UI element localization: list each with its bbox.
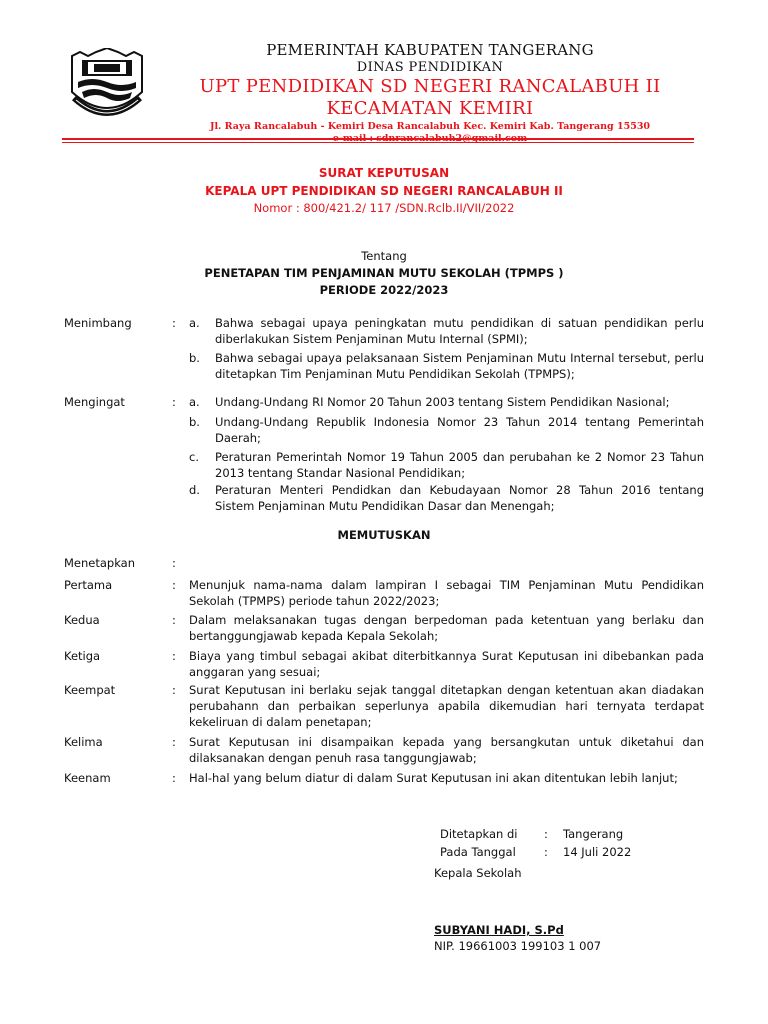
date-colon: : (544, 845, 548, 859)
keenam-text: Hal-hal yang belum diatur di dalam Surat Keputusan ini akan ditentukan lebih lanjut; (189, 771, 678, 785)
letterhead-divider-thin (62, 142, 694, 143)
keempat-text: Surat Keputusan ini berlaku sejak tanggal ditetapkan dengan ketentuan akan diadakan perubahann dan perbaikan seperlunya apabila dikemudian hari ternyata terdapat kekeliruan di dalam penetapan; (189, 683, 704, 729)
decree-issuer: KEPALA UPT PENDIDIKAN SD NEGERI RANCALABUH II (205, 184, 563, 198)
mengingat-item-c: Peraturan Pemerintah Nomor 19 Tahun 2005 dan perubahan ke 2 Nomor 23 Tahun 2013 tentang Standar Nasional Pendidikan; (215, 450, 704, 480)
menimbang-colon: : (172, 316, 176, 330)
ketiga-label: Ketiga (64, 649, 101, 663)
list-marker: b. (189, 415, 200, 429)
menimbang-label: Menimbang (64, 316, 132, 330)
pertama-text: Menunjuk nama-nama dalam lampiran I sebagai TIM Penjaminan Mutu Pendidikan Sekolah (TPMPS) periode tahun 2022/2023; (189, 578, 704, 608)
kedua-text: Dalam melaksanakan tugas dengan berpedoman pada ketentuan yang berlaku dan bertanggungjawab kepada Kepala Sekolah; (189, 613, 704, 643)
decree-number: Nomor : 800/421.2/ 117 /SDN.Rclb.II/VII/2022 (253, 201, 515, 215)
menetapkan-colon: : (172, 556, 176, 570)
decree-about: Tentang (361, 249, 407, 263)
kedua-colon: : (172, 613, 176, 627)
keempat-colon: : (172, 683, 176, 697)
school-name: UPT PENDIDIKAN SD NEGERI RANCALABUH II (199, 76, 661, 97)
place-label: Ditetapkan di (440, 827, 518, 841)
kelima-text: Surat Keputusan ini disampaikan kepada yang bersangkutan untuk diketahui dan dilaksanakan dengan penuh rasa tanggungjawab; (189, 735, 704, 765)
letterhead-divider (62, 138, 694, 140)
signer-name: SUBYANI HADI, S.Pd (434, 923, 564, 937)
ketiga-colon: : (172, 649, 176, 663)
menimbang-item-b: Bahwa sebagai upaya pelaksanaan Sistem Penjaminan Mutu Internal tersebut, perlu ditetapkan Tim Penjaminan Mutu Pendidikan Sekolah (TPMPS); (215, 351, 704, 381)
kelima-label: Kelima (64, 735, 103, 749)
place-value: Tangerang (563, 827, 624, 841)
school-address: Jl. Raya Rancalabuh - Kemiri Desa Rancalabuh Kec. Kemiri Kab. Tangerang 15530 (209, 121, 651, 132)
keenam-colon: : (172, 771, 176, 785)
government-name: PEMERINTAH KABUPATEN TANGERANG (266, 41, 594, 59)
kelima-colon: : (172, 735, 176, 749)
pertama-colon: : (172, 578, 176, 592)
mengingat-item-b: Undang-Undang Republik Indonesia Nomor 23 Tahun 2014 tentang Pemerintah Daerah; (215, 415, 704, 445)
decree-type: SURAT KEPUTUSAN (318, 166, 450, 180)
pertama-label: Pertama (64, 578, 113, 592)
date-value: 14 Juli 2022 (563, 845, 632, 859)
menimbang-item-a: Bahwa sebagai upaya peningkatan mutu pendidikan di satuan pendidikan perlu diberlakukan Sistem Penjaminan Mutu Internal (SPMI); (215, 316, 704, 346)
menetapkan-label: Menetapkan (64, 556, 136, 570)
mengingat-item-a: Undang-Undang RI Nomor 20 Tahun 2003 tentang Sistem Pendidikan Nasional; (215, 395, 670, 409)
ketiga-text: Biaya yang timbul sebagai akibat diterbitkannya Surat Keputusan ini dibebankan pada anggaran yang sesuai; (189, 649, 704, 679)
kabupaten-tangerang-crest-icon (66, 48, 148, 120)
decree-period: PERIODE 2022/2023 (319, 283, 449, 297)
mengingat-colon: : (172, 395, 176, 409)
decree-subject: PENETAPAN TIM PENJAMINAN MUTU SEKOLAH (TPMPS ) (204, 266, 564, 280)
date-label: Pada Tanggal (440, 845, 516, 859)
list-marker: b. (189, 351, 200, 365)
keenam-label: Keenam (64, 771, 111, 785)
memutuskan-heading: MEMUTUSKAN (337, 528, 431, 542)
signer-position: Kepala Sekolah (434, 866, 522, 880)
place-colon: : (544, 827, 548, 841)
mengingat-item-d: Peraturan Menteri Pendidkan dan Kebudayaan Nomor 28 Tahun 2016 tentang Sistem Penjaminan Mutu Pendidikan Dasar dan Menengah; (215, 483, 704, 513)
agency-name: DINAS PENDIDIKAN (356, 60, 504, 75)
mengingat-label: Mengingat (64, 395, 125, 409)
list-marker: c. (189, 450, 199, 464)
list-marker: a. (189, 316, 200, 330)
list-marker: d. (189, 483, 200, 497)
signer-nip: NIP. 19661003 199103 1 007 (434, 939, 602, 953)
kedua-label: Kedua (64, 613, 100, 627)
letterhead (160, 40, 700, 144)
list-marker: a. (189, 395, 200, 409)
keempat-label: Keempat (64, 683, 116, 697)
district-name: KECAMATAN KEMIRI (326, 98, 534, 119)
